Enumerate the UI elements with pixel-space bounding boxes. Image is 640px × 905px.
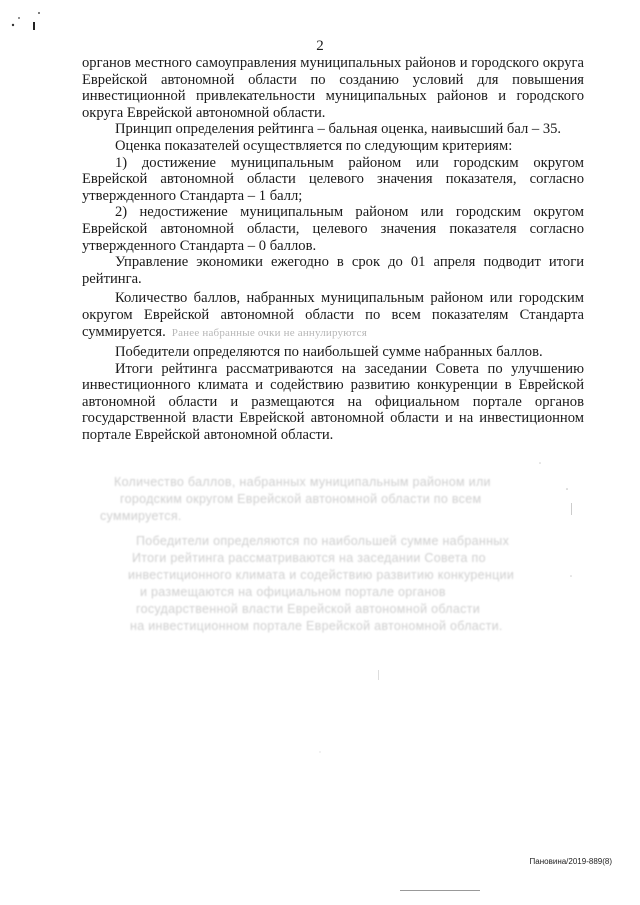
paragraph: Управление экономики ежегодно в срок до 01 апреля подводит итоги рейтинга. (82, 254, 584, 287)
faded-line: Победители определяются по наибольшей сумме набранных (136, 534, 510, 548)
paragraph: Оценка показателей осуществляется по следующим критериям: (115, 137, 513, 154)
criterion-item: 2) недостижение муниципальным районом или городским округом Еврейской автономной области, целевого значения показателя согласно утвержденного Стандарта – 0 баллов. (82, 204, 584, 254)
speck (539, 462, 541, 464)
faded-line: Итоги рейтинга рассматриваются на заседании Совета по (132, 551, 486, 565)
speck (378, 670, 379, 680)
speck (33, 22, 35, 30)
faded-line: государственной власти Еврейской автономной области (136, 602, 480, 616)
speck (18, 17, 20, 19)
speck (38, 12, 40, 14)
faded-line: и размещаются на официальном портале органов (140, 585, 446, 599)
paragraph-text: Количество баллов, набранных муниципальным районом или городским округом Еврейской автономной области по всем показателям Стандарта суммируется. (82, 290, 584, 340)
speck (319, 751, 320, 752)
faded-line: городским округом Еврейской автономной области по всем (120, 492, 482, 506)
paragraph: органов местного самоуправления муниципальных районов и городского округа Еврейской автономной области по созданию условий для повышения инвестиционной привлекательности муниципальных районов и городского округа Еврейской автономной области. (82, 55, 584, 121)
faded-inline-text: Ранее набранные очки не аннулируются (171, 326, 368, 339)
faded-line: инвестиционного климата и содействию развитию конкуренции (128, 568, 515, 582)
paragraph: Итоги рейтинга рассматриваются на заседании Совета по улучшению инвестиционного климата и содействию развитию конкуренции в Еврейской автономной области и размещаются на официальном портале органов государственной власти Еврейской автономной области и на инвестиционном портале Еврейской автономной области. (82, 360, 584, 444)
faded-line: на инвестиционном портале Еврейской автономной области. (130, 619, 503, 633)
speck (12, 24, 14, 26)
faded-line: Количество баллов, набранных муниципальным районом или (114, 475, 491, 489)
faded-line: суммируется. (100, 509, 182, 523)
faded-bleed-through-text (96, 474, 576, 635)
criterion-item: 1) достижение муниципальным районом или городским округом Еврейской автономной области целевого значения показателя, согласно утвержденного Стандарта – 1 балл; (82, 154, 584, 204)
page-number: 2 (316, 38, 324, 54)
document-footer-code: Пановина/2019-889(8) (529, 857, 612, 866)
speck (400, 890, 480, 891)
document-body (82, 55, 584, 444)
paragraph: Принцип определения рейтинга – бальная оценка, наивысший бал – 35. (115, 121, 562, 138)
paragraph: Победители определяются по наибольшей сумме набранных баллов. (115, 344, 543, 361)
paragraph (82, 290, 584, 341)
